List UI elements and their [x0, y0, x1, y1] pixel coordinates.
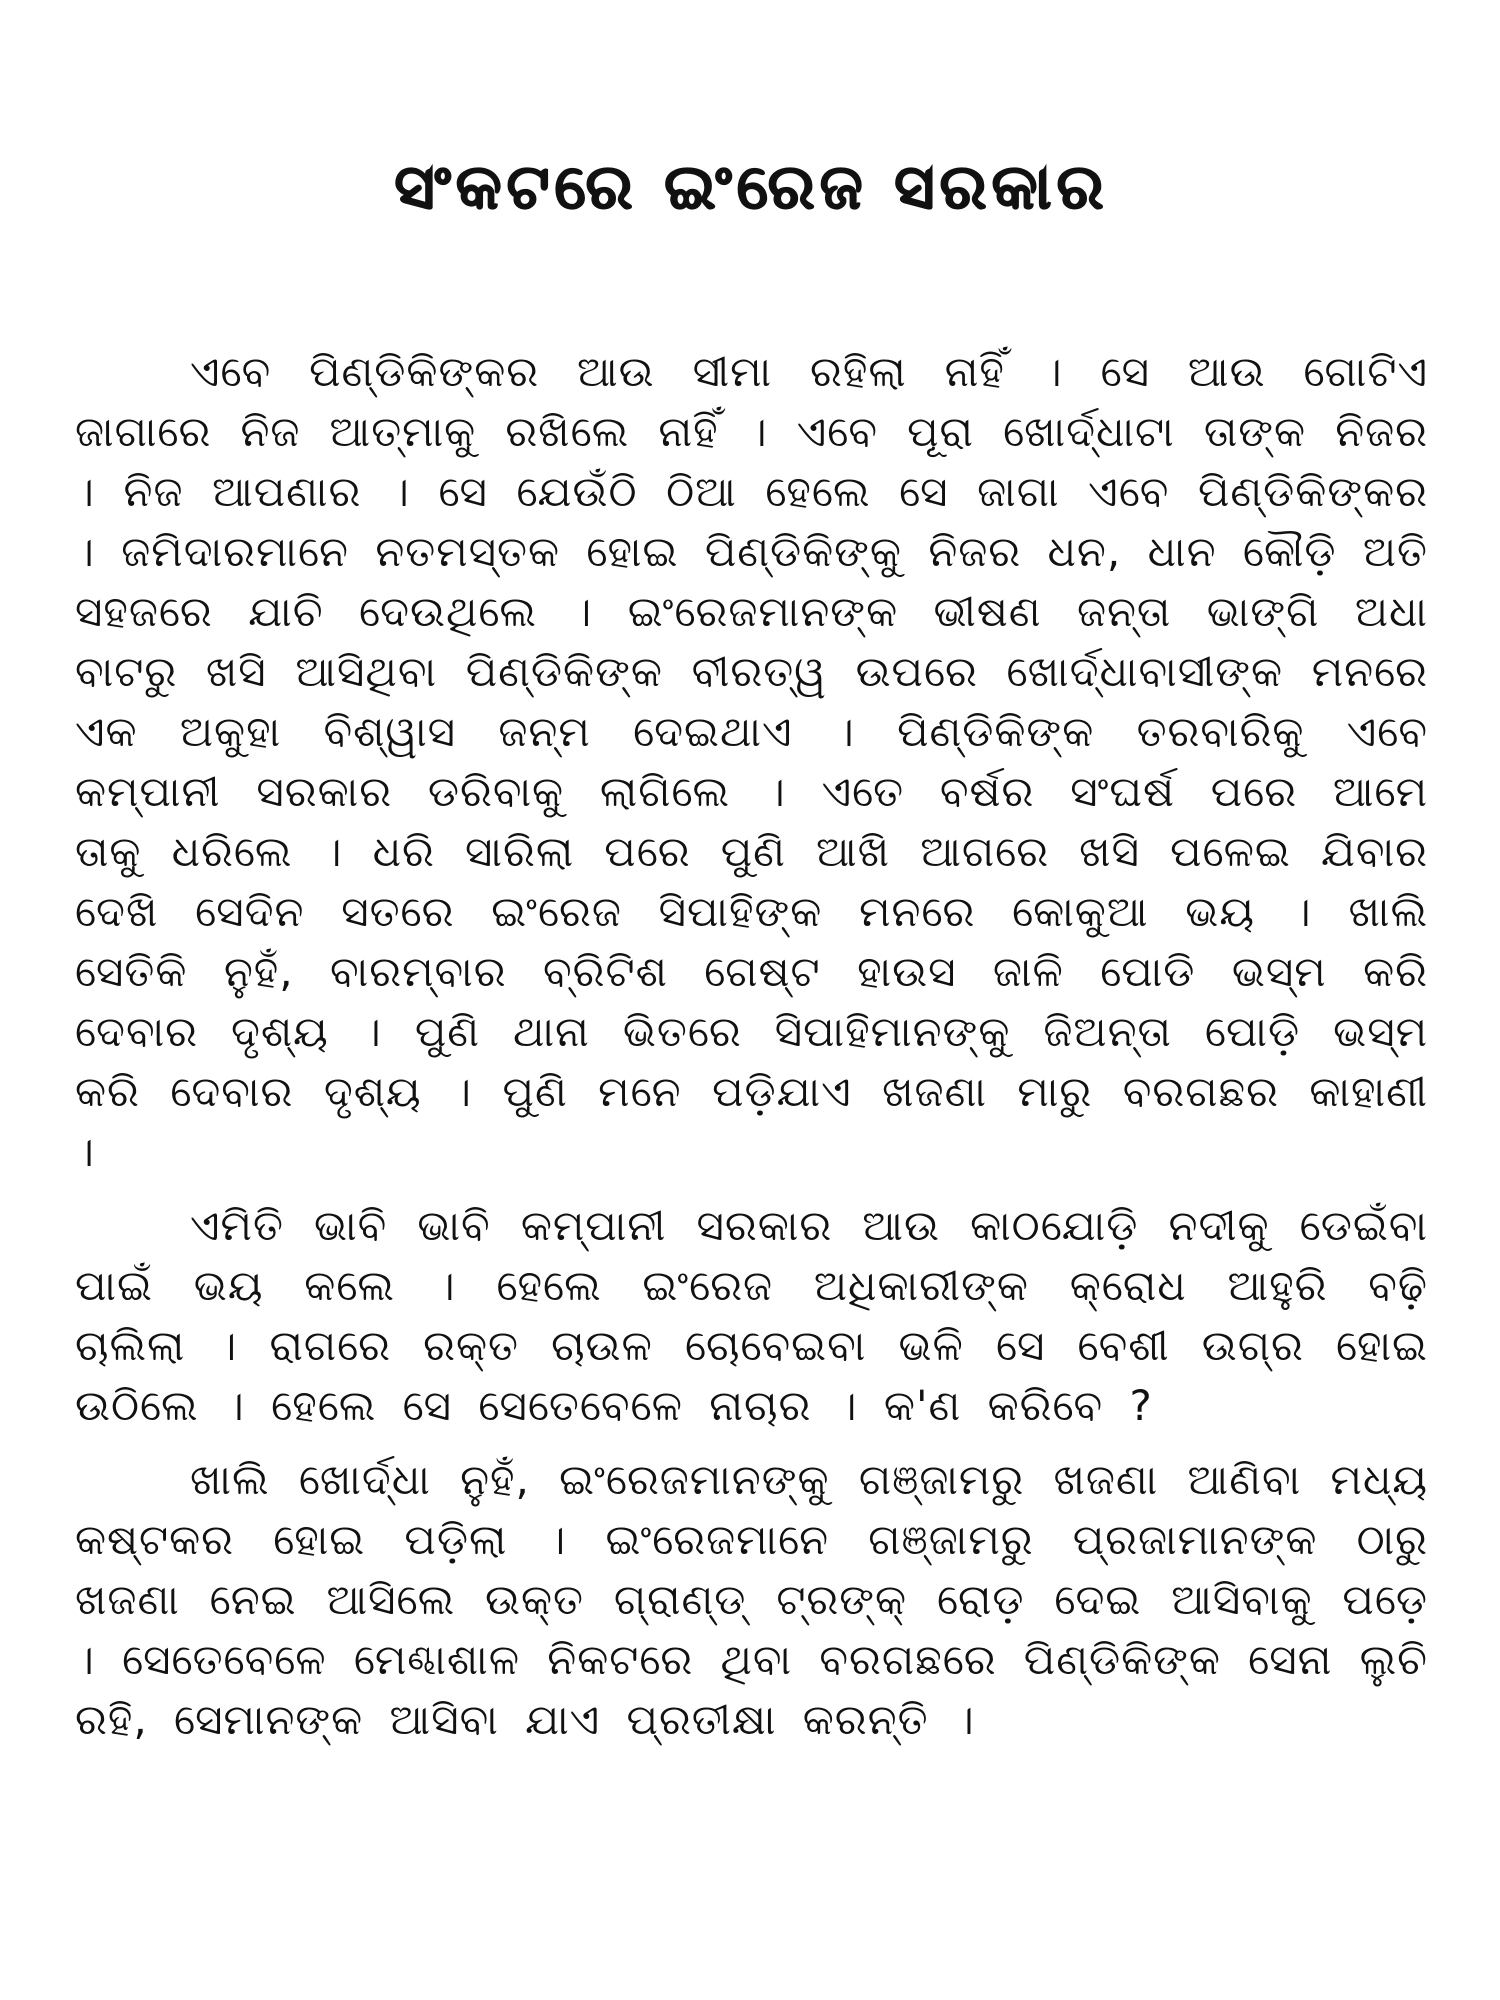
paragraph-1: ଏବେ ପିଣ୍ଡିକିଙ୍କର ଆଉ ସୀମା ରହିଲା ନାହିଁ । ସେ ଆଉ ଗୋଟିଏ ଜାଗାରେ ନିଜ ଆତ୍ମାକୁ ରଖିଲେ ନାହିଁ । ଏବେ ପୂରା ଖୋର୍ଦ୍ଧାଟା ତାଙ୍କ ନିଜର । ନିଜ ଆପଣାର । ସେ ଯେଉଁଠି ଠିଆ ହେଲେ ସେ ଜାଗା ଏବେ ପିଣ୍ଡିକିଙ୍କର । ଜମିଦାରମାନେ ନତମସ୍ତକ ହୋଇ ପିଣ୍ଡିକିଙ୍କୁ ନିଜର ଧନ, ଧାନ କୌଡ଼ି ଅତି ସହଜରେ ଯାଚି ଦେଉଥିଲେ । ଇଂରେଜମାନଙ୍କ ଭୀଷଣ ଜନ୍ତା ଭାଙ୍ଗି ଅଧା ବାଟରୁ ଖସି ଆସିଥିବା ପିଣ୍ଡିକିଙ୍କ ବୀରତ୍ୱ ଉପରେ ଖୋର୍ଦ୍ଧାବାସୀଙ୍କ ମନରେ ଏକ ଅକୁହା ବିଶ୍ୱାସ ଜନ୍ମ ଦେଇଥାଏ । ପିଣ୍ଡିକିଙ୍କ ତରବାରିକୁ ଏବେ କମ୍ପାନୀ ସରକାର ଡରିବାକୁ ଲାଗିଲେ । ଏତେ ବର୍ଷର ସଂଘର୍ଷ ପରେ ଆମେ ତାକୁ ଧରିଲେ । ଧରି ସାରିଲା ପରେ ପୁଣି ଆଖି ଆଗରେ ଖସି ପଳେଇ ଯିବାର ଦେଖି ସେଦିନ ସତରେ ଇଂରେଜ ସିପାହିଙ୍କ ମନରେ କୋକୁଆ ଭୟ । ଖାଲି ସେତିକି ନୁହଁ, ବାରମ୍ବାର ବ୍ରିଟିଶ ଗେଷ୍ଟ ହାଉସ ଜାଳି ପୋଡି ଭସ୍ମ କରି ଦେବାର ଦୃଶ୍ୟ । ପୁଣି ଥାନା ଭିତରେ ସିପାହିମାନଙ୍କୁ ଜିଅନ୍ତା ପୋଡ଼ି ଭସ୍ମ କରି ଦେବାର ଦୃଶ୍ୟ । ପୁଣି ମନେ ପଡ଼ିଯାଏ ଖଜଣା ମାରୁ ବରଗଛର କାହାଣୀ ।	[75, 347, 1428, 1177]
paragraph-3: ଖାଲି ଖୋର୍ଦ୍ଧା ନୁହଁ, ଇଂରେଜମାନଙ୍କୁ ଗଞ୍ଜାମରୁ ଖଜଣା ଆଣିବା ମଧ୍ୟ କଷ୍ଟକର ହୋଇ ପଡ଼ିଲା । ଇଂରେଜମାନେ ଗଞ୍ଜାମରୁ ପ୍ରଜାମାନଙ୍କ ଠାରୁ ଖଜଣା ନେଇ ଆସିଲେ ଉକ୍ତ ଗ୍ରାଣ୍ଡ୍ ଟ୍ରଙ୍କ୍ ରୋଡ଼ ଦେଇ ଆସିବାକୁ ପଡ଼େ । ସେତେବେଳେ ମେଣ୍ଢାଶାଳ ନିକଟରେ ଥିବା ବରଗଛରେ ପିଣ୍ଡିକିଙ୍କ ସେନା ଲୁଚି ରହି, ସେମାନଙ୍କ ଆସିବା ଯାଏ ପ୍ରତୀକ୍ଷା କରନ୍ତି ।	[75, 1455, 1428, 1745]
page-title: ସଂକଟରେ ଇଂରେଜ ସରକାର	[394, 150, 1109, 223]
paragraph-2: ଏମିତି ଭାବି ଭାବି କମ୍ପାନୀ ସରକାର ଆଉ କାଠଯୋଡ଼ି ନଦୀକୁ ଡେଇଁବା ପାଇଁ ଭୟ କଲେ । ହେଲେ ଇଂରେଜ ଅଧିକାରୀଙ୍କ କ୍ରୋଧ ଆହୁରି ବଢ଼ି ଚାଲିଲା । ରାଗରେ ରକ୍ତ ଚାଉଳ ଚୋବେଇବା ଭଳି ସେ ବେଶୀ ଉଗ୍ର ହୋଇ ଉଠିଲେ । ହେଲେ ସେ ସେତେବେଳେ ନାଚାର । କ'ଣ କରିବେ ?	[75, 1201, 1428, 1431]
